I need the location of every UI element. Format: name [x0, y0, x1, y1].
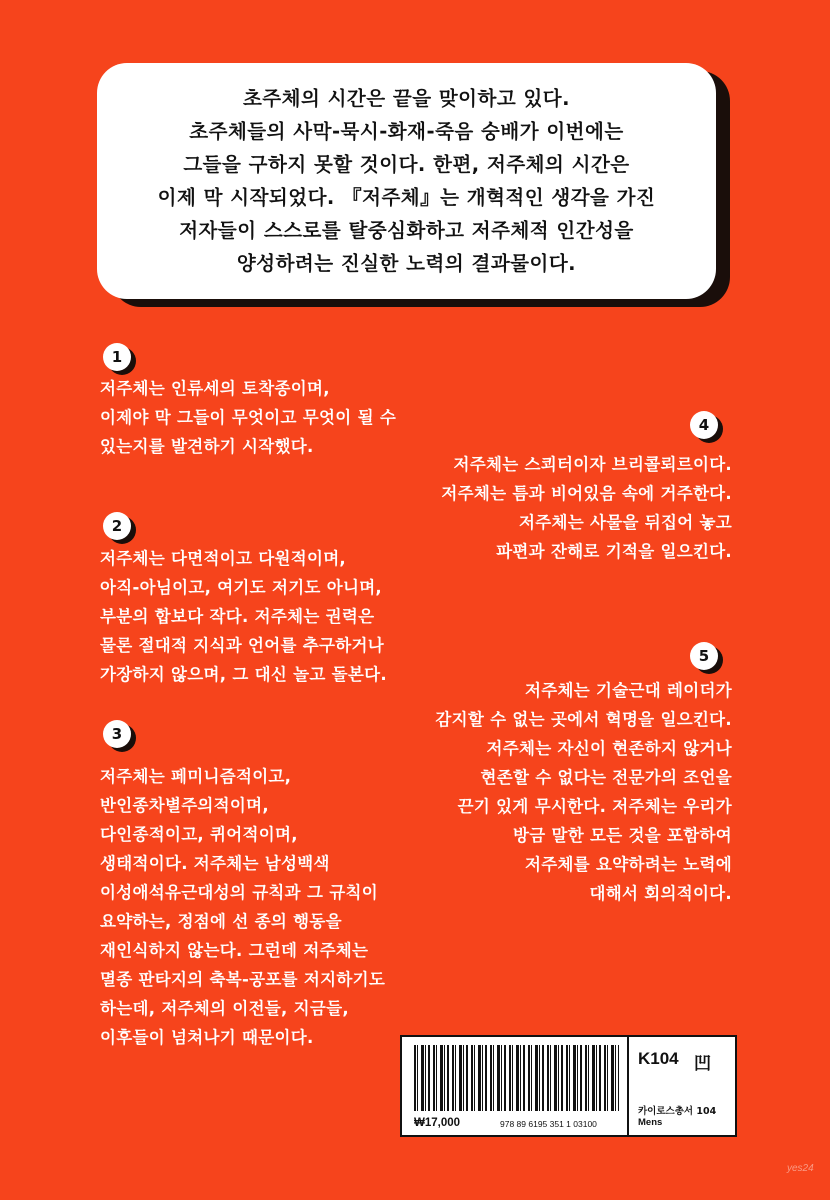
intro-line: 양성하려는 진실한 노력의 결과물이다.	[236, 252, 577, 275]
section-line: 있는지를 발견하기 시작했다.	[100, 437, 314, 456]
section-line: 하는데, 저주체의 이전들, 지금들,	[100, 999, 349, 1018]
section-line: 저주체는 기술근대 레이더가	[525, 681, 732, 700]
isbn-label: 978 89 6195 351 1 03100	[500, 1119, 597, 1129]
section-1-text	[100, 374, 396, 461]
section-3-text	[100, 762, 385, 1052]
section-line: 생태적이다. 저주체는 남성백색	[100, 854, 330, 873]
section-line: 이후들이 넘쳐나기 때문이다.	[100, 1028, 314, 1047]
section-line: 부분의 합보다 작다. 저주체는 권력은	[100, 607, 375, 626]
barcode-image	[414, 1045, 619, 1111]
price-label: ₩17,000	[414, 1117, 461, 1129]
section-line: 멸종 판타지의 축복-공포를 저지하기도	[100, 970, 386, 989]
section-line: 저주체는 페미니즘적이고,	[100, 767, 292, 786]
section-5-number: 5	[690, 642, 718, 670]
intro-box	[97, 63, 716, 299]
section-line: 물론 절대적 지식과 언어를 추구하거나	[100, 636, 385, 655]
section-1-number: 1	[103, 343, 131, 371]
section-line: 가장하지 않으며, 그 대신 놀고 돌본다.	[100, 665, 387, 684]
section-line: 저주체는 인류세의 토착종이며,	[100, 379, 330, 398]
section-line: 파편과 잔해로 기적을 일으킨다.	[496, 542, 732, 561]
section-2-text	[100, 544, 387, 689]
section-3-number: 3	[103, 720, 131, 748]
barcode-divider	[627, 1037, 629, 1135]
intro-line: 이제 막 시작되었다. 『저주체』는 개혁적인 생각을 가진	[157, 186, 656, 209]
section-line: 요약하는, 정점에 선 종의 행동을	[100, 912, 342, 931]
section-line: 저주체는 자신이 현존하지 않거나	[486, 739, 732, 758]
section-line: 저주체는 사물을 뒤집어 놓고	[518, 513, 732, 532]
section-line: 이성애석유근대성의 규칙과 그 규칙이	[100, 883, 378, 902]
section-line: 이제야 막 그들이 무엇이고 무엇이 될 수	[100, 408, 397, 427]
section-line: 방금 말한 모든 것을 포함하여	[512, 826, 732, 845]
intro-line: 저자들이 스스로를 탈중심화하고 저주체적 인간성을	[179, 219, 634, 242]
series-name: 카이로스총서 104	[638, 1106, 717, 1117]
publisher-mark: 凹	[694, 1054, 711, 1074]
section-line: 끈기 있게 무시한다. 저주체는 우리가	[457, 797, 732, 816]
intro-line: 초주체의 시간은 끝을 맞이하고 있다.	[242, 87, 571, 110]
section-4-number: 4	[690, 411, 718, 439]
section-line: 아직-아님이고, 여기도 저기도 아니며,	[100, 578, 383, 597]
intro-line: 초주체들의 사막-묵시-화재-죽음 숭배가 이번에는	[189, 120, 624, 143]
watermark: yes24	[787, 1163, 814, 1174]
section-line: 대해서 회의적이다.	[589, 884, 732, 903]
section-line: 저주체를 요약하려는 노력에	[525, 855, 732, 874]
section-4-text	[441, 450, 732, 566]
barcode-box	[400, 1035, 737, 1137]
intro-line: 그들을 구하지 못할 것이다. 한편, 저주체의 시간은	[183, 153, 630, 176]
series-code: K104	[638, 1049, 679, 1068]
section-line: 저주체는 스쾨터이자 브리콜뢰르이다.	[453, 455, 732, 474]
section-line: 감지할 수 없는 곳에서 혁명을 일으킨다.	[435, 710, 732, 729]
section-line: 현존할 수 없다는 전문가의 조언을	[480, 768, 732, 787]
series-subtitle: Mens	[638, 1117, 663, 1128]
section-2-number: 2	[103, 512, 131, 540]
section-line: 재인식하지 않는다. 그런데 저주체는	[100, 941, 369, 960]
section-line: 다인종적이고, 퀴어적이며,	[100, 825, 298, 844]
section-line: 저주체는 틈과 비어있음 속에 거주한다.	[441, 484, 732, 503]
section-5-text	[435, 676, 732, 908]
section-line: 저주체는 다면적이고 다원적이며,	[100, 549, 347, 568]
section-line: 반인종차별주의적이며,	[100, 796, 269, 815]
